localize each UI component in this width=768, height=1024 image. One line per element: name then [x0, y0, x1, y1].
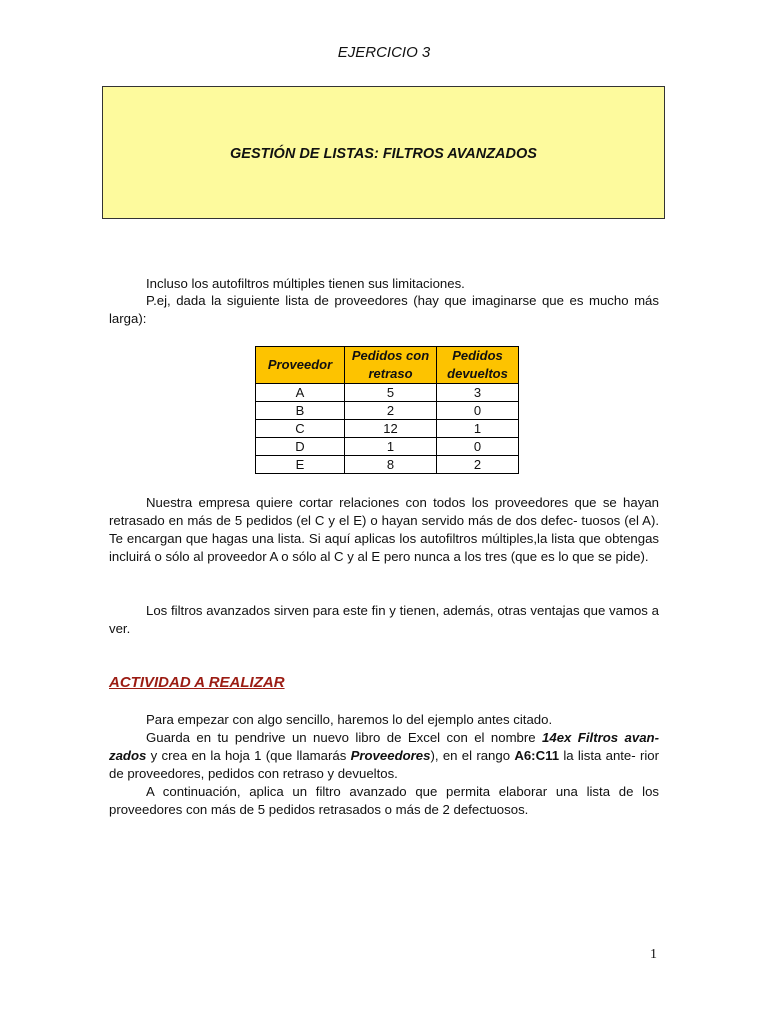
- activity-text-2g: la lista ante- rior de proveedores, pedidos con retraso y devueltos.: [109, 748, 659, 781]
- activity-text-2c: y crea en la hoja 1 (que llamarás: [146, 748, 351, 763]
- table-cell: E: [256, 456, 345, 474]
- table-row: [256, 456, 519, 474]
- intro-text-1: Incluso los autofiltros múltiples tienen sus limitaciones.: [146, 276, 465, 291]
- sheet-name: Proveedores: [350, 748, 431, 763]
- intro-line-2: [109, 292, 659, 328]
- activity-text-2e: ), en el rango: [430, 748, 515, 763]
- page-number: 1: [650, 947, 657, 962]
- table-row: [256, 384, 519, 402]
- table-cell: 5: [345, 384, 437, 402]
- intro-text-2: P.ej, dada la siguiente lista de proveedores (hay que imaginarse que es mucho más larga):: [109, 293, 659, 326]
- table-cell: 1: [437, 420, 519, 438]
- file-name: 14ex Filtros avan- zados: [109, 730, 659, 763]
- table-header-cell: Pedidos devueltos: [437, 347, 519, 384]
- table-row: [256, 402, 519, 420]
- page-header: EJERCICIO 3: [337, 44, 431, 61]
- table-cell: 12: [345, 420, 437, 438]
- intro-line-1: [109, 275, 659, 293]
- providers-table: [255, 346, 519, 474]
- table-cell: 2: [437, 456, 519, 474]
- cell-range: A6:C11: [514, 748, 560, 763]
- table-cell: 0: [437, 438, 519, 456]
- activity-heading: ACTIVIDAD A REALIZAR: [109, 674, 285, 691]
- table-cell: 2: [345, 402, 437, 420]
- activity-text-2a: Guarda en tu pendrive un nuevo libro de Excel con el nombre: [146, 730, 543, 745]
- table-cell: 0: [437, 402, 519, 420]
- paragraph-1: [109, 494, 659, 566]
- table-cell: 3: [437, 384, 519, 402]
- activity-paragraph-1: [109, 711, 659, 729]
- activity-text-1: Para empezar con algo sencillo, haremos lo del ejemplo antes citado.: [146, 712, 553, 727]
- table-header-row: [256, 347, 519, 384]
- activity-paragraph-2: [109, 729, 659, 783]
- title-box: [102, 86, 665, 219]
- document-title: GESTIÓN DE LISTAS: FILTROS AVANZADOS: [230, 145, 537, 162]
- table-header-cell: Pedidos con retraso: [345, 347, 437, 384]
- table-row: [256, 420, 519, 438]
- table-cell: A: [256, 384, 345, 402]
- table-cell: D: [256, 438, 345, 456]
- table-cell: B: [256, 402, 345, 420]
- paragraph-2-text: Los filtros avanzados sirven para este fin y tienen, además, otras ventajas que vamos a ver.: [109, 603, 659, 636]
- table-header-cell: Proveedor: [256, 347, 345, 384]
- paragraph-2: [109, 602, 659, 638]
- table-cell: 8: [345, 456, 437, 474]
- activity-text-3: A continuación, aplica un filtro avanzado que permita elaborar una lista de los proveedores con más de 5 pedidos retrasados o más de 2 defectuosos.: [109, 784, 659, 817]
- table-cell: C: [256, 420, 345, 438]
- activity-paragraph-3: [109, 783, 659, 819]
- table-row: [256, 438, 519, 456]
- paragraph-1-text: Nuestra empresa quiere cortar relaciones con todos los proveedores que se hayan retrasado en más de 5 pedidos (el C y el E) o hayan servido más de dos defec- tuosos (el A). Te encargan que hagas una lista. Si aquí aplicas los autofiltros múltiples,la lista que obtengas incluirá o sólo al proveedor A o sólo al C y al E pero nunca a los tres (que es lo que se pide).: [109, 495, 659, 564]
- table-cell: 1: [345, 438, 437, 456]
